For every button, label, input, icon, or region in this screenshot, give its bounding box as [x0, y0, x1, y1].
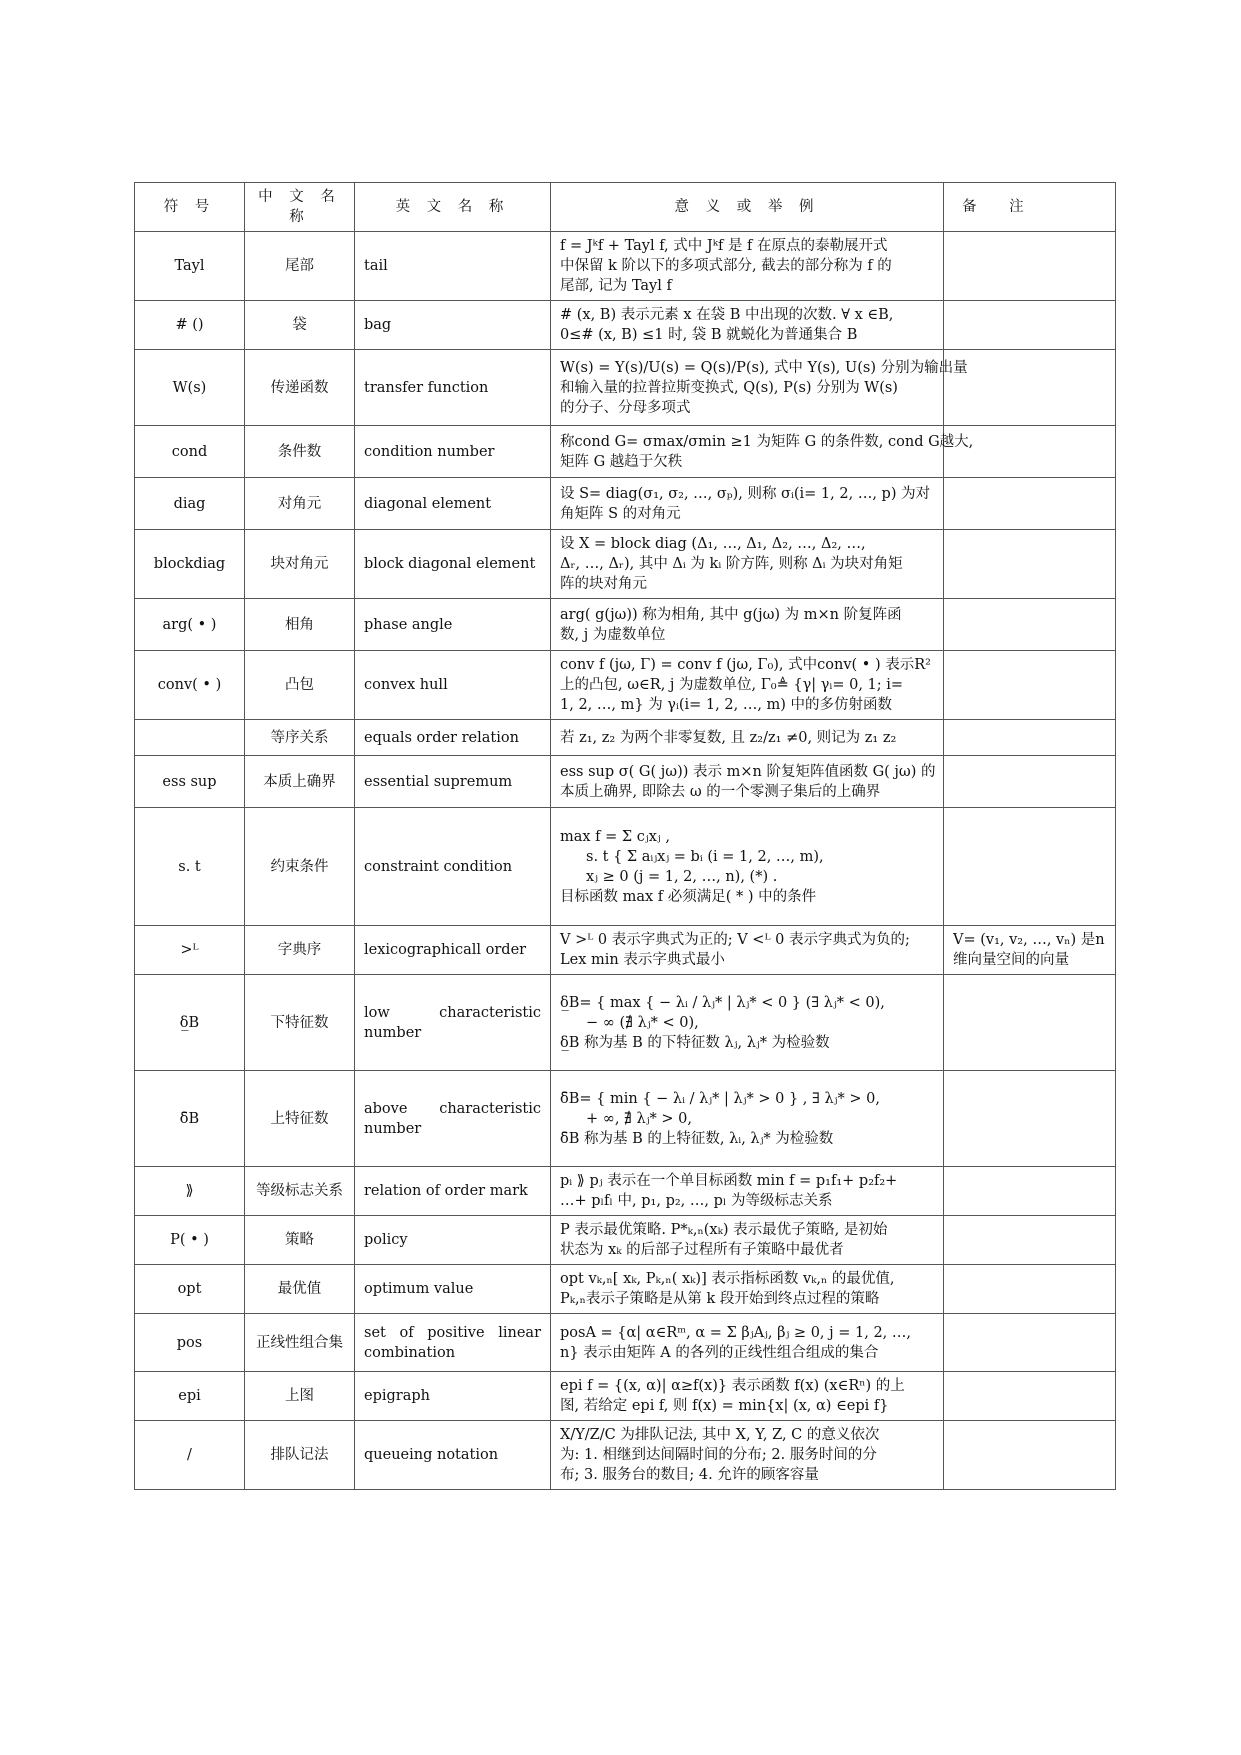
meaning-line: 尾部, 记为 Tayl f	[560, 278, 672, 294]
meaning-line: δ̄B 称为基 B 的上特征数, λᵢ, λⱼ* 为检验数	[560, 1130, 834, 1147]
notes-cell	[944, 651, 1116, 720]
meaning-line: 中保留 k 阶以下的多项式部分, 截去的部分称为 f 的	[560, 258, 892, 274]
meaning-line: 称cond G= σmax/σmin ≥1 为矩阵 G 的条件数, cond G越大,	[560, 433, 974, 450]
chinese-name-cell: 等级标志关系	[245, 1167, 355, 1216]
english-name-cell: set of positive linear combination	[355, 1314, 551, 1372]
symbol-cell: /	[135, 1421, 245, 1490]
symbol-cell: diag	[135, 478, 245, 530]
symbol-cell: ⟫	[135, 1167, 245, 1216]
meaning-line: 布; 3. 服务台的数目; 4. 允许的顾客容量	[560, 1467, 819, 1483]
english-name-cell: transfer function	[355, 350, 551, 426]
english-name-cell: diagonal element	[355, 478, 551, 530]
table-row	[135, 1421, 1116, 1490]
english-name-cell: epigraph	[355, 1372, 551, 1421]
chinese-name-cell: 块对角元	[245, 530, 355, 599]
table-body	[135, 232, 1116, 1490]
meaning-line: δ̲B= { max { − λᵢ / λⱼ* | λⱼ* < 0 } (∃ λⱼ* < 0),	[560, 994, 885, 1011]
english-name-cell: above characteristic number	[355, 1071, 551, 1167]
notes-cell	[944, 1265, 1116, 1314]
meaning-cell	[551, 1071, 944, 1167]
chinese-name-cell: 条件数	[245, 426, 355, 478]
meaning-line: Pₖ,ₙ表示子策略是从第 k 段开始到终点过程的策略	[560, 1291, 880, 1307]
symbol-cell: opt	[135, 1265, 245, 1314]
table-row	[135, 926, 1116, 975]
chinese-name-cell: 对角元	[245, 478, 355, 530]
meaning-line: opt vₖ,ₙ[ xₖ, Pₖ,ₙ( xₖ)] 表示指标函数 vₖ,ₙ 的最优值,	[560, 1271, 895, 1287]
chinese-name-cell: 策略	[245, 1216, 355, 1265]
english-name-cell: queueing notation	[355, 1421, 551, 1490]
chinese-name-cell: 传递函数	[245, 350, 355, 426]
chinese-name-cell: 下特征数	[245, 975, 355, 1071]
english-name-cell: tail	[355, 232, 551, 301]
table-row	[135, 720, 1116, 756]
meaning-line: P 表示最优策略. P*ₖ,ₙ(xₖ) 表示最优子策略, 是初始	[560, 1222, 888, 1238]
table-row	[135, 1372, 1116, 1421]
meaning-cell	[551, 301, 944, 350]
table-row	[135, 350, 1116, 426]
chinese-name-cell: 本质上确界	[245, 756, 355, 808]
symbol-cell: Tayl	[135, 232, 245, 301]
meaning-line: n} 表示由矩阵 A 的各列的正线性组合组成的集合	[560, 1344, 879, 1361]
meaning-cell	[551, 530, 944, 599]
header-english-name: 英 文 名 称	[355, 183, 551, 232]
meaning-line: 为: 1. 相继到达间隔时间的分布; 2. 服务时间的分	[560, 1447, 877, 1463]
meaning-line: Lex min 表示字典式最小	[560, 952, 725, 968]
symbol-cell: # ()	[135, 301, 245, 350]
meaning-line: xⱼ ≥ 0 (j = 1, 2, …, n), (*) .	[586, 868, 778, 885]
notes-cell	[944, 756, 1116, 808]
notes-cell	[944, 599, 1116, 651]
english-name-cell: lexicographicall order	[355, 926, 551, 975]
meaning-cell	[551, 478, 944, 530]
symbol-cell: W(s)	[135, 350, 245, 426]
meaning-line: 若 z₁, z₂ 为两个非零复数, 且 z₂/z₁ ≠0, 则记为 z₁ z₂	[560, 729, 897, 746]
meaning-line: V >ᴸ 0 表示字典式为正的; V <ᴸ 0 表示字典式为负的;	[560, 932, 910, 948]
english-name-cell: phase angle	[355, 599, 551, 651]
meaning-line: f = Jᵏf + Tayl f, 式中 Jᵏf 是 f 在原点的泰勒展开式	[560, 238, 888, 254]
table-row	[135, 1216, 1116, 1265]
chinese-name-cell: 袋	[245, 301, 355, 350]
notes-cell	[944, 1167, 1116, 1216]
chinese-name-cell: 凸包	[245, 651, 355, 720]
symbol-cell	[135, 720, 245, 756]
table-row	[135, 530, 1116, 599]
meaning-cell	[551, 651, 944, 720]
table-row	[135, 599, 1116, 651]
english-name-cell: relation of order mark	[355, 1167, 551, 1216]
meaning-line: 角矩阵 S 的对角元	[560, 505, 681, 522]
meaning-cell	[551, 926, 944, 975]
header-chinese-name: 中 文 名 称	[245, 183, 355, 232]
table-header-row	[135, 183, 1116, 232]
meaning-cell	[551, 720, 944, 756]
table-row	[135, 651, 1116, 720]
meaning-line: 上的凸包, ω∈R, j 为虚数单位, Γ₀≜ {γ| γᵢ= 0, 1; i=	[560, 677, 904, 693]
table-row	[135, 1167, 1116, 1216]
meaning-line: 1, 2, …, m} 为 γᵢ(i= 1, 2, …, m) 中的多仿射函数	[560, 697, 893, 713]
symbol-cell: δ̄B	[135, 1071, 245, 1167]
symbol-cell: s. t	[135, 808, 245, 926]
meaning-line: 图, 若给定 epi f, 则 f(x) = min{x| (x, α) ∈epi f}	[560, 1398, 889, 1414]
notes-cell	[944, 1372, 1116, 1421]
notes-cell	[944, 478, 1116, 530]
symbol-cell: pos	[135, 1314, 245, 1372]
chinese-name-cell: 最优值	[245, 1265, 355, 1314]
notes-cell	[944, 350, 1116, 426]
meaning-cell	[551, 232, 944, 301]
notes-cell	[944, 975, 1116, 1071]
meaning-line: 0≤# (x, B) ≤1 时, 袋 B 就蜕化为普通集合 B	[560, 327, 858, 343]
english-name-cell: optimum value	[355, 1265, 551, 1314]
meaning-line: # (x, B) 表示元素 x 在袋 B 中出现的次数. ∀ x ∈B,	[560, 307, 894, 323]
english-name-cell: bag	[355, 301, 551, 350]
meaning-line: epi f = {(x, α)| α≥f(x)} 表示函数 f(x) (x∈Rⁿ) 的上	[560, 1378, 905, 1394]
meaning-line: 状态为 xₖ 的后部子过程所有子策略中最优者	[560, 1242, 844, 1258]
chinese-name-cell: 相角	[245, 599, 355, 651]
meaning-line: arg( g(jω)) 称为相角, 其中 g(jω) 为 m×n 阶复阵函	[560, 606, 902, 623]
meaning-line: posA = {α| α∈Rᵐ, α = Σ βⱼAⱼ, βⱼ ≥ 0, j = 1, 2, …,	[560, 1324, 911, 1341]
english-name-cell: convex hull	[355, 651, 551, 720]
chinese-name-cell: 排队记法	[245, 1421, 355, 1490]
table-row	[135, 808, 1116, 926]
meaning-line: − ∞ (∄ λⱼ* < 0),	[586, 1014, 699, 1031]
table-row	[135, 756, 1116, 808]
symbol-table	[134, 182, 1116, 1490]
english-name-cell: equals order relation	[355, 720, 551, 756]
table-row	[135, 1314, 1116, 1372]
meaning-cell	[551, 1167, 944, 1216]
symbol-cell: blockdiag	[135, 530, 245, 599]
header-notes: 备 注	[944, 183, 1116, 232]
symbol-cell: δ̲B	[135, 975, 245, 1071]
meaning-cell	[551, 599, 944, 651]
table-row	[135, 975, 1116, 1071]
english-name-cell: block diagonal element	[355, 530, 551, 599]
chinese-name-cell: 字典序	[245, 926, 355, 975]
meaning-cell	[551, 756, 944, 808]
notes-cell	[944, 1421, 1116, 1490]
chinese-name-cell: 上图	[245, 1372, 355, 1421]
symbol-cell: arg( • )	[135, 599, 245, 651]
meaning-line: 阵的块对角元	[560, 576, 647, 592]
notes-cell	[944, 808, 1116, 926]
symbol-cell: P( • )	[135, 1216, 245, 1265]
english-name-cell: constraint condition	[355, 808, 551, 926]
table-row	[135, 426, 1116, 478]
meaning-cell	[551, 1372, 944, 1421]
chinese-name-cell: 正线性组合集	[245, 1314, 355, 1372]
meaning-line: δ̲B 称为基 B 的下特征数 λⱼ, λⱼ* 为检验数	[560, 1034, 830, 1051]
meaning-line: 数, j 为虚数单位	[560, 626, 666, 643]
meaning-line: Δᵣ, …, Δᵣ), 其中 Δᵢ 为 kᵢ 阶方阵, 则称 Δᵢ 为块对角矩	[560, 556, 903, 572]
header-meaning: 意 义 或 举 例	[551, 183, 944, 232]
header-symbol: 符 号	[135, 183, 245, 232]
notes-cell	[944, 301, 1116, 350]
symbol-cell: ess sup	[135, 756, 245, 808]
notes-cell	[944, 1071, 1116, 1167]
meaning-line: 目标函数 max f 必须满足( * ) 中的条件	[560, 888, 817, 905]
chinese-name-cell: 上特征数	[245, 1071, 355, 1167]
meaning-cell	[551, 975, 944, 1071]
meaning-cell	[551, 1314, 944, 1372]
symbol-cell: >ᴸ	[135, 926, 245, 975]
meaning-line: 设 S= diag(σ₁, σ₂, …, σₚ), 则称 σᵢ(i= 1, 2, …, p) 为对	[560, 485, 931, 502]
symbol-cell: epi	[135, 1372, 245, 1421]
english-name-cell: condition number	[355, 426, 551, 478]
notes-cell	[944, 530, 1116, 599]
notes-cell	[944, 1314, 1116, 1372]
chinese-name-cell: 约束条件	[245, 808, 355, 926]
meaning-line: + ∞, ∄ λⱼ* > 0,	[586, 1110, 693, 1127]
meaning-line: X/Y/Z/C 为排队记法, 其中 X, Y, Z, C 的意义依次	[560, 1427, 880, 1443]
meaning-line: ess sup σ( G( jω)) 表示 m×n 阶复矩阵值函数 G( jω) 的	[560, 763, 936, 780]
meaning-line: pᵢ ⟫ pⱼ 表示在一个单目标函数 min f = p₁f₁+ p₂f₂+	[560, 1173, 898, 1189]
meaning-line: W(s) = Y(s)/U(s) = Q(s)/P(s), 式中 Y(s), U(s) 分别为输出量	[560, 359, 968, 376]
meaning-cell	[551, 808, 944, 926]
table-row	[135, 478, 1116, 530]
meaning-line: s. t { Σ aᵢⱼxⱼ = bᵢ (i = 1, 2, …, m),	[586, 848, 824, 865]
table-row	[135, 1265, 1116, 1314]
table-row	[135, 232, 1116, 301]
meaning-cell	[551, 1421, 944, 1490]
english-name-cell: policy	[355, 1216, 551, 1265]
meaning-line: 设 X = block diag (Δ₁, …, Δ₁, Δ₂, …, Δ₂, …,	[560, 536, 866, 552]
meaning-line: …+ pₗfₗ 中, p₁, p₂, …, pₗ 为等级标志关系	[560, 1193, 833, 1209]
meaning-line: 本质上确界, 即除去 ω 的一个零测子集后的上确界	[560, 783, 881, 800]
meaning-line: 的分子、分母多项式	[560, 399, 691, 416]
meaning-line: 矩阵 G 越趋于欠秩	[560, 453, 683, 470]
symbol-cell: conv( • )	[135, 651, 245, 720]
notes-cell	[944, 232, 1116, 301]
meaning-cell	[551, 426, 974, 478]
notes-cell: V= (v₁, v₂, …, vₙ) 是n 维向量空间的向量	[944, 926, 1116, 975]
meaning-cell	[551, 1216, 944, 1265]
table-row	[135, 1071, 1116, 1167]
english-name-cell: low characteristic number	[355, 975, 551, 1071]
notes-cell	[944, 720, 1116, 756]
meaning-line: δ̄B= { min { − λᵢ / λⱼ* | λⱼ* > 0 } , ∃ λⱼ* > 0,	[560, 1090, 880, 1107]
meaning-line: max f = Σ cⱼxⱼ ,	[560, 828, 670, 845]
english-name-cell: essential supremum	[355, 756, 551, 808]
chinese-name-cell: 等序关系	[245, 720, 355, 756]
table-row	[135, 301, 1116, 350]
meaning-cell	[551, 350, 968, 426]
chinese-name-cell: 尾部	[245, 232, 355, 301]
meaning-cell	[551, 1265, 944, 1314]
notes-cell	[944, 1216, 1116, 1265]
symbol-cell: cond	[135, 426, 245, 478]
meaning-line: 和输入量的拉普拉斯变换式, Q(s), P(s) 分别为 W(s)	[560, 379, 898, 396]
meaning-line: conv f (jω, Γ) = conv f (jω, Γ₀), 式中conv( • ) 表示R²	[560, 657, 931, 673]
